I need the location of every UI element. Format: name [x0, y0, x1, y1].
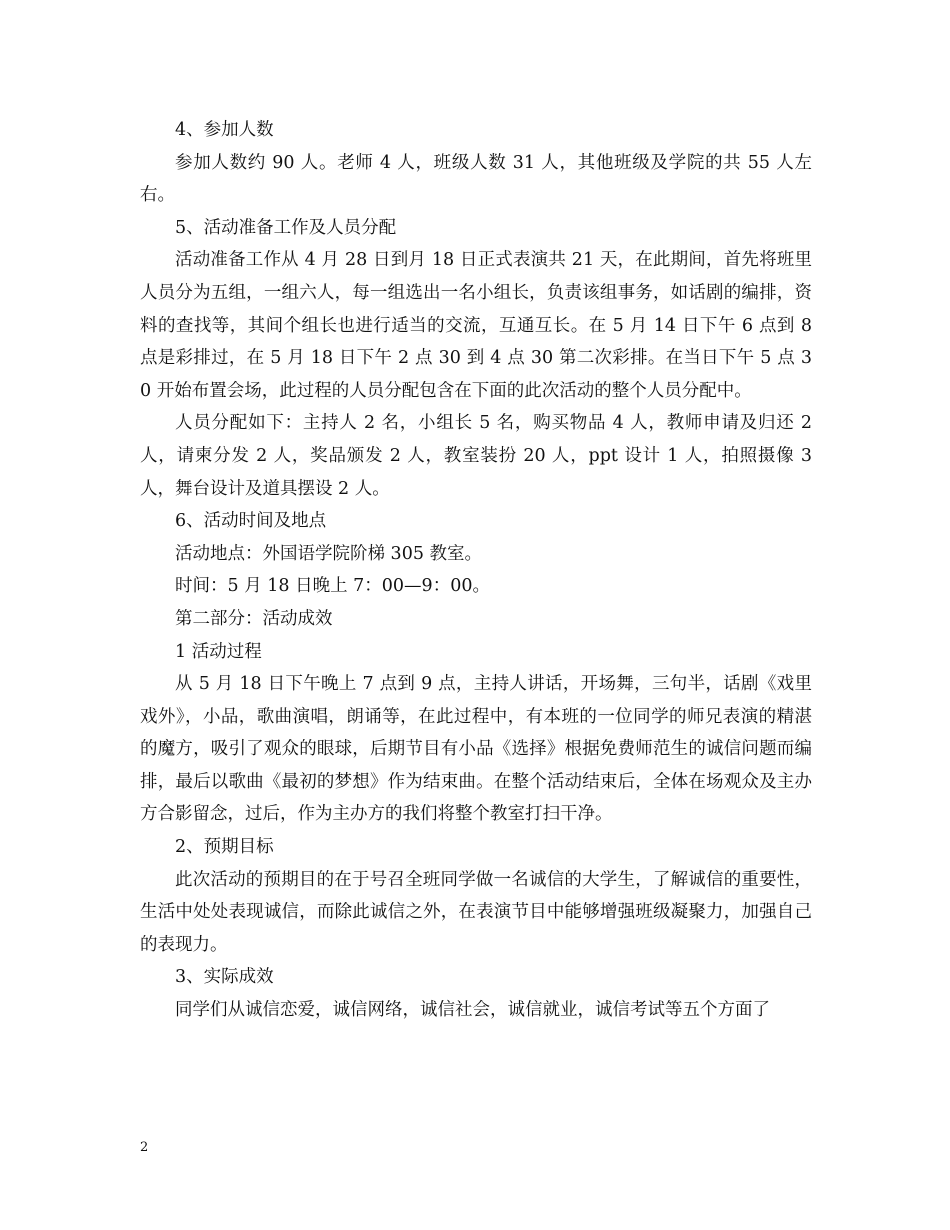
- paragraph-outcomes: 同学们从诚信恋爱，诚信网络，诚信社会，诚信就业，诚信考试等五个方面了: [175, 1000, 770, 1021]
- section-heading-participants: 4、参加人数: [175, 120, 274, 140]
- paragraph-participants: 参加人数约 90 人。老师 4 人，班级人数 31 人，其他班级及学院的共 55 人左右。: [140, 152, 812, 206]
- paragraph-process: 从 5 月 18 日下午晚上 7 点到 9 点，主持人讲话，开场舞，三句半，话剧《戏里戏外》，小品，歌曲演唱，朗诵等，在此过程中，有本班的一位同学的师兄表演的精湛的魔方，吸引了观众的眼球，后期节目有小品《选择》根据免费师范生的诚信问题而编排，最后以歌曲《最初的梦想》作为结束曲。在整个活动结束后，全体在场观众及主办方合影留念，过后，作为主办方的我们将整个教室打扫干净。: [140, 674, 812, 825]
- section-heading-outcomes: 3、实际成效: [175, 967, 274, 988]
- section-heading-preparation: 5、活动准备工作及人员分配: [175, 217, 397, 238]
- part-heading-results: 第二部分：活动成效: [175, 608, 333, 629]
- paragraph-location: 活动地点：外国语学院阶梯 305 教室。: [175, 543, 483, 564]
- section-heading-time-location: 6、活动时间及地点: [175, 511, 327, 532]
- paragraph-goals: 此次活动的预期目的在于号召全班同学做一名诚信的大学生，了解诚信的重要性，生活中处处表现诚信，而除此诚信之外，在表演节目中能够增强班级凝聚力，加强自己的表现力。: [140, 869, 812, 955]
- section-heading-process: 1 活动过程: [175, 641, 262, 662]
- page-content: [140, 114, 812, 1027]
- page-number: 2: [140, 1140, 149, 1155]
- paragraph-staff-allocation: 人员分配如下：主持人 2 名，小组长 5 名，购买物品 4 人，教师申请及归还 2 人，请柬分发 2 人，奖品颁发 2 人，教室装扮 20 人，ppt 设计 1 人，拍照摄像 3 人，舞台设计及道具摆设 2 人。: [140, 413, 812, 499]
- section-heading-goals: 2、预期目标: [175, 837, 274, 858]
- paragraph-time: 时间：5 月 18 日晚上 7：00—9：00。: [175, 576, 490, 597]
- paragraph-preparation: 活动准备工作从 4 月 28 日到月 18 日正式表演共 21 天，在此期间，首先将班里人员分为五组，一组六人，每一组选出一名小组长，负责该组事务，如话剧的编排，资料的查找等，其间个组长也进行适当的交流，互通互长。在 5 月 14 日下午 6 点到 8 点是彩排过，在 5 月 18 日下午 2 点 30 到 4 点 30 第二次彩排。在当日下午 5 点 30 开始布置会场，此过程的人员分配包含在下面的此次活动的整个人员分配中。: [140, 250, 812, 401]
